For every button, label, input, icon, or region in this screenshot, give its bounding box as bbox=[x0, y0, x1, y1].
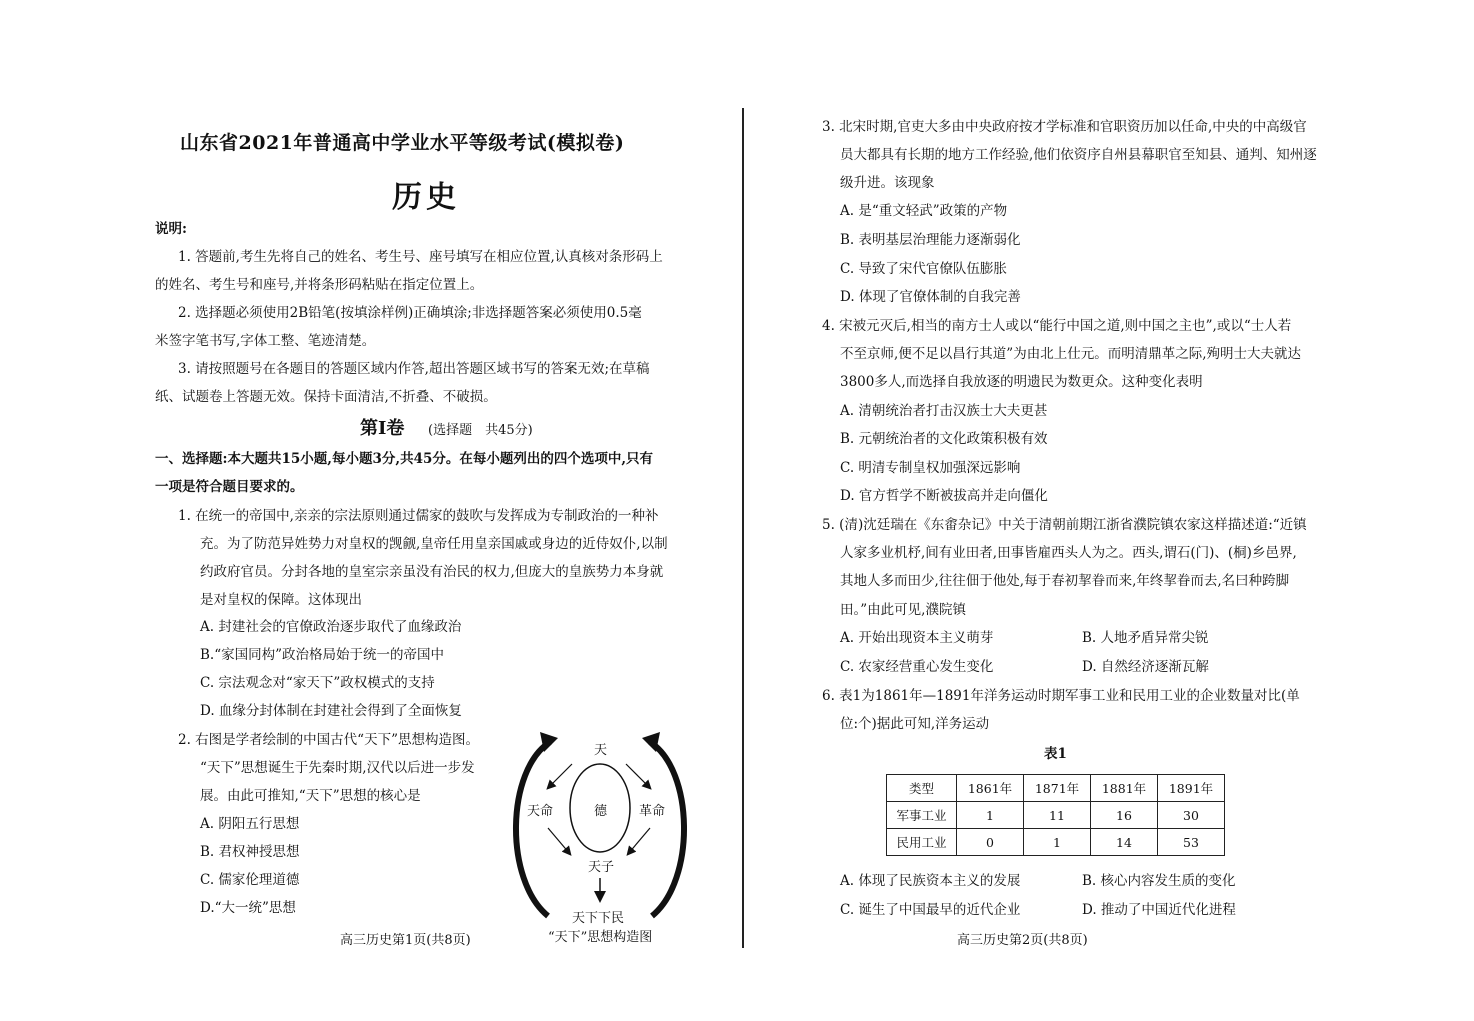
table-header-cell: 类型 bbox=[887, 775, 957, 802]
page-divider bbox=[742, 108, 744, 948]
instruction-line: 的姓名、考生号和座号,并将条形码粘贴在指定位置上。 bbox=[155, 277, 484, 293]
q3-option-d[interactable]: D. 体现了官僚体制的自我完善 bbox=[840, 289, 1021, 305]
q3-option-a[interactable]: A. 是“重文轻武”政策的产物 bbox=[840, 203, 1008, 219]
q5-stem: 其地人多而田少,往往佃于他处,每于春初挈眷而来,年终挈眷而去,名曰种跨脚 bbox=[840, 573, 1290, 589]
table-row bbox=[887, 829, 1225, 856]
q2-stem: “天下”思想诞生于先秦时期,汉代以后进一步发 bbox=[200, 760, 475, 776]
diagram-caption: “天下”思想构造图 bbox=[548, 930, 653, 945]
q4-option-a[interactable]: A. 清朝统治者打击汉族士大夫更甚 bbox=[840, 403, 1048, 419]
data-table bbox=[886, 774, 1225, 856]
instruction-line: 纸、试题卷上答题无效。保持卡面清洁,不折叠、不破损。 bbox=[155, 389, 497, 405]
q5-stem: 5. (清)沈廷瑞在《东畬杂记》中关于清朝前期江浙省濮院镇农家这样描述道:“近镇 bbox=[822, 517, 1307, 533]
q3-stem: 员大都具有长期的地方工作经验,他们依资序自州县幕职官至知县、通判、知州逐 bbox=[840, 147, 1317, 163]
section-directions: 一、选择题:本大题共15小题,每小题3分,共45分。在每小题列出的四个选项中,只有 bbox=[155, 451, 654, 467]
table-cell: 16 bbox=[1091, 802, 1158, 829]
q3-stem: 级升进。该现象 bbox=[840, 175, 935, 191]
diagram-label-tianming: 天命 bbox=[527, 804, 554, 819]
table-header-cell: 1871年 bbox=[1024, 775, 1091, 802]
q6-option-b[interactable]: B. 核心内容发生质的变化 bbox=[1082, 873, 1236, 889]
right-arc-arrow bbox=[650, 742, 684, 916]
q4-stem: 4. 宋被元灭后,相当的南方士人或以“能行中国之道,则中国之主也”,或以“士人若 bbox=[822, 318, 1292, 334]
q6-option-d[interactable]: D. 推动了中国近代化进程 bbox=[1082, 902, 1236, 918]
q3-stem: 3. 北宋时期,官吏大多由中央政府按才学标准和官职资历加以任命,中央的中高级官 bbox=[822, 119, 1307, 135]
section-title: 第Ⅰ卷 bbox=[360, 418, 405, 439]
q4-option-c[interactable]: C. 明清专制皇权加强深远影响 bbox=[840, 460, 1021, 476]
q5-option-c[interactable]: C. 农家经营重心发生变化 bbox=[840, 659, 994, 675]
table-cell: 1 bbox=[957, 802, 1024, 829]
q2-option-b[interactable]: B. 君权神授思想 bbox=[200, 844, 300, 860]
instruction-line: 3. 请按照题号在各题目的答题区域内作答,超出答题区域书写的答案无效;在草稿 bbox=[178, 361, 650, 377]
diagram-label-tianzi: 天子 bbox=[588, 860, 615, 875]
table-header-cell: 1891年 bbox=[1158, 775, 1225, 802]
table-cell: 0 bbox=[957, 829, 1024, 856]
diagram-label-tian: 天 bbox=[594, 743, 608, 758]
instruction-line: 2. 选择题必须使用2B铅笔(按填涂样例)正确填涂;非选择题答案必须使用0.5毫 bbox=[178, 305, 642, 321]
arrow-tian-to-geming bbox=[626, 764, 650, 788]
q6-stem: 6. 表1为1861年—1891年洋务运动时期军事工业和民用工业的企业数量对比(单 bbox=[822, 688, 1300, 704]
table-title: 表1 bbox=[1044, 746, 1067, 762]
arrow-geming-to-tianzi bbox=[628, 828, 650, 854]
arrow-tian-to-tianming bbox=[548, 764, 572, 788]
q3-option-b[interactable]: B. 表明基层治理能力逐渐弱化 bbox=[840, 232, 1021, 248]
exam-title: 山东省2021年普通高中学业水平等级考试(模拟卷) bbox=[180, 132, 625, 154]
q3-option-c[interactable]: C. 导致了宋代官僚队伍膨胀 bbox=[840, 261, 1007, 277]
table-cell: 14 bbox=[1091, 829, 1158, 856]
q2-option-d[interactable]: D.“大一统”思想 bbox=[200, 900, 296, 916]
table-row bbox=[887, 802, 1225, 829]
table-cell: 53 bbox=[1158, 829, 1225, 856]
q1-stem: 约政府官员。分封各地的皇室宗亲虽没有治民的权力,但庞大的皇族势力本身就 bbox=[200, 564, 664, 580]
q2-option-c[interactable]: C. 儒家伦理道德 bbox=[200, 872, 300, 888]
q6-option-a[interactable]: A. 体现了民族资本主义的发展 bbox=[840, 873, 1021, 889]
instructions-label: 说明: bbox=[155, 221, 187, 237]
diagram-label-xiamin: 天下下民 bbox=[572, 911, 625, 926]
table-cell: 1 bbox=[1024, 829, 1091, 856]
tianxia-diagram bbox=[500, 730, 700, 930]
q1-option-b[interactable]: B.“家国同构”政治格局始于统一的帝国中 bbox=[200, 647, 445, 663]
instruction-line: 1. 答题前,考生先将自己的姓名、考生号、座号填写在相应位置,认真核对条形码上 bbox=[178, 249, 663, 265]
table-cell: 军事工业 bbox=[887, 802, 957, 829]
q4-option-d[interactable]: D. 官方哲学不断被拔高并走向僵化 bbox=[840, 488, 1048, 504]
q1-option-a[interactable]: A. 封建社会的官僚政治逐步取代了血缘政治 bbox=[200, 619, 462, 635]
table-header-cell: 1861年 bbox=[957, 775, 1024, 802]
q5-stem: 人家多业机杼,间有业田者,田事皆雇西头人为之。西头,谓石(门)、(桐)乡邑界, bbox=[840, 545, 1297, 561]
q1-stem: 是对皇权的保障。这体现出 bbox=[200, 592, 362, 608]
q2-stem: 展。由此可推知,“天下”思想的核心是 bbox=[200, 788, 421, 804]
q2-stem: 2. 右图是学者绘制的中国古代“天下”思想构造图。 bbox=[178, 732, 479, 748]
arrow-tianming-to-tianzi bbox=[548, 828, 570, 854]
q5-option-a[interactable]: A. 开始出现资本主义萌芽 bbox=[840, 630, 994, 646]
subject-title: 历史 bbox=[392, 180, 460, 215]
instruction-line: 米签字笔书写,字体工整、笔迹清楚。 bbox=[155, 333, 376, 349]
q6-option-c[interactable]: C. 诞生了中国最早的近代企业 bbox=[840, 902, 1021, 918]
q1-option-d[interactable]: D. 血缘分封体制在封建社会得到了全面恢复 bbox=[200, 703, 462, 719]
diagram-label-geming: 革命 bbox=[639, 804, 666, 819]
q4-option-b[interactable]: B. 元朝统治者的文化政策积极有效 bbox=[840, 431, 1048, 447]
q1-stem: 1. 在统一的帝国中,亲亲的宗法原则通过儒家的鼓吹与发挥成为专制政治的一种补 bbox=[178, 508, 659, 524]
table-cell: 30 bbox=[1158, 802, 1225, 829]
diagram-label-de: 德 bbox=[594, 804, 608, 819]
q2-option-a[interactable]: A. 阴阳五行思想 bbox=[200, 816, 300, 832]
section-note: (选择题 共45分) bbox=[428, 423, 533, 438]
left-arc-arrow bbox=[516, 742, 550, 916]
q1-option-c[interactable]: C. 宗法观念对“家天下”政权模式的支持 bbox=[200, 675, 435, 691]
page-footer-right: 高三历史第2页(共8页) bbox=[957, 933, 1088, 948]
q5-stem: 田。”由此可见,濮院镇 bbox=[840, 602, 966, 618]
table-cell: 11 bbox=[1024, 802, 1091, 829]
q4-stem: 3800多人,而选择自我放逐的明遗民为数更众。这种变化表明 bbox=[840, 374, 1203, 390]
table-header-row bbox=[887, 775, 1225, 802]
section-directions: 一项是符合题目要求的。 bbox=[155, 479, 304, 495]
q5-option-b[interactable]: B. 人地矛盾异常尖锐 bbox=[1082, 630, 1209, 646]
table-header-cell: 1881年 bbox=[1091, 775, 1158, 802]
page-footer-left: 高三历史第1页(共8页) bbox=[340, 933, 471, 948]
q1-stem: 充。为了防范异姓势力对皇权的觊觎,皇帝任用皇亲国戚或身边的近侍奴仆,以制 bbox=[200, 536, 668, 552]
q4-stem: 不至京师,便不足以昌行其道”为由北上仕元。而明清鼎革之际,殉明士大夫就达 bbox=[840, 346, 1301, 362]
table-cell: 民用工业 bbox=[887, 829, 957, 856]
q6-stem: 位:个)据此可知,洋务运动 bbox=[840, 716, 990, 732]
q5-option-d[interactable]: D. 自然经济逐渐瓦解 bbox=[1082, 659, 1209, 675]
